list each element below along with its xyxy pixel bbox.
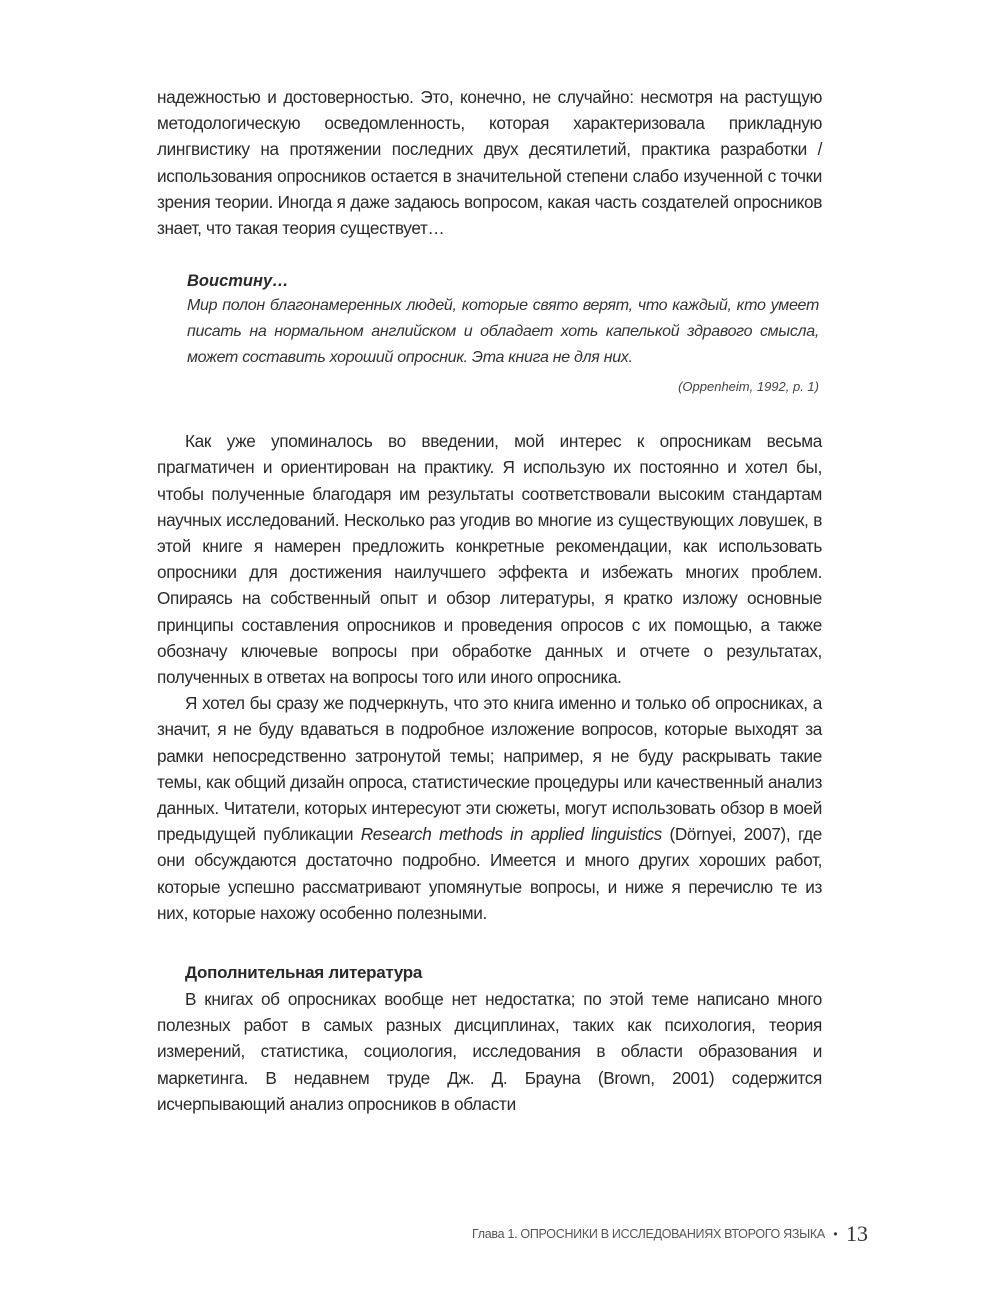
epigraph-quote <box>187 269 819 394</box>
paragraph-interest: Как уже упоминалось во введении, мой интерес к опросникам весьма прагматичен и ориентирован на практику. Я использую их постоянно и хотел бы, чтобы полученные благодаря им результаты соответствовали высоким стандартам научных исследований. Несколько раз угодив во многие из существующих ловушек, в этой книге я намерен предложить конкретные рекомендации, как использовать опросники для достижения наилучшего эффекта и избежать многих проблем. Опираясь на собственный опыт и обзор литературы, я кратко изложу основные принципы составления опросников и проведения опросов с их помощью, а также обозначу ключевые вопросы при обработке данных и отчете о результатах, полученных в ответах на вопросы того или иного опросника. <box>157 431 822 688</box>
book-title-italic: Research methods in applied linguistics <box>360 824 662 845</box>
footer-bullet-icon: • <box>833 1227 838 1241</box>
section-heading-further-reading: Дополнительная литература <box>185 963 423 983</box>
quote-text: Мир полон благонамеренных людей, которые свято верят, что каждый, кто умеет писать на нормальном английском и обладает хоть капелькой здравого смысла, может составить хороший опросник. Эта книга не для них. <box>187 297 819 367</box>
paragraph-intro-continuation: надежностью и достоверностью. Это, конечно, не случайно: несмотря на растущую методологическую осведомленность, которая характеризовала прикладную лингвистику на протяжении последних двух десятилетий, практика разработки / использования опросников остается в значительной степени слабо изученной с точки зрения теории. Иногда я даже задаюсь вопросом, какая часть создателей опросников знает, что такая теория существует… <box>157 87 822 239</box>
paragraph-further-reading: В книгах об опросниках вообще нет недостатка; по этой теме написано много полезных работ в самых разных дисциплинах, таких как психология, теория измерений, статистика, социология, исследования в области образования и маркетинга. В недавнем труде Дж. Д. Брауна (Brown, 2001) содержится исчерпывающий анализ опросников в области <box>157 989 822 1114</box>
scope-text-after: (Dörnyei, 2007), где они обсуждаются достаточно подробно. Имеется и много других хороших работ, которые успешно рассматривают упомянутые вопросы, и ниже я перечислю те из них, которые нахожу особенно полезными. <box>157 824 822 923</box>
quote-title: Воистину… <box>187 272 289 291</box>
page-footer <box>450 1221 868 1247</box>
page-number: 13 <box>846 1221 868 1246</box>
scope-text-before: Я хотел бы сразу же подчеркнуть, что это книга именно и только об опросниках, а значит, я не буду вдаваться в подробное изложение вопросов, которые выходят за рамки непосредственно затронутой темы; например, я не буду раскрывать такие темы, как общий дизайн опроса, статистические процедуры или качественный анализ данных. Читатели, которых интересуют эти сюжеты, могут использовать обзор в моей предыдущей публикации <box>157 693 822 845</box>
quote-source: (Oppenheim, 1992, p. 1) <box>678 379 819 395</box>
book-page <box>157 84 822 1117</box>
running-footer-chapter: Глава 1. ОПРОСНИКИ В ИССЛЕДОВАНИЯХ ВТОРОГО ЯЗЫКА <box>472 1227 825 1241</box>
paragraph-scope <box>157 690 822 926</box>
